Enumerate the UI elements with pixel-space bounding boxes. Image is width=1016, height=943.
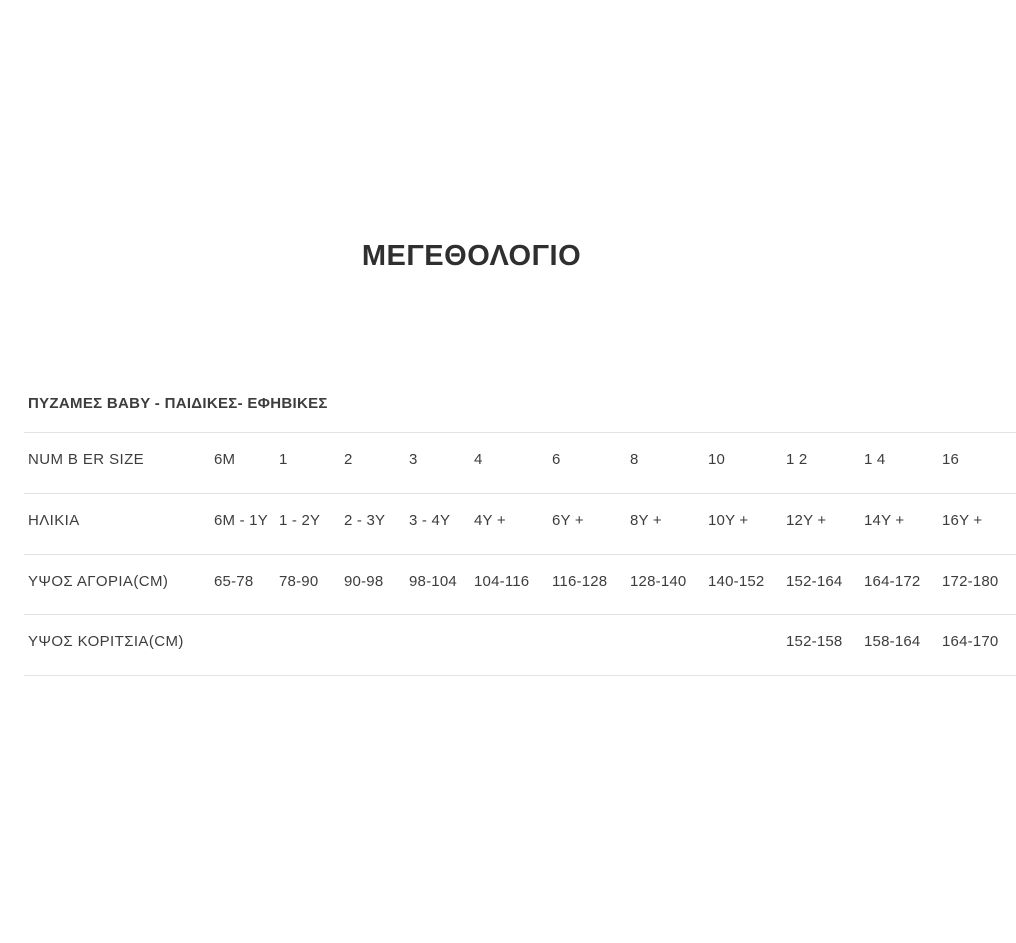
table-row	[24, 554, 1016, 615]
table-cell: 1 2	[782, 433, 860, 494]
table-cell: 90-98	[340, 554, 405, 615]
table-cell: 6M - 1Y	[210, 493, 275, 554]
row-label: ΥΨΟΣ ΚΟΡΙΤΣΙΑ(CM)	[24, 615, 210, 676]
table-cell: 164-172	[860, 554, 938, 615]
table-cell: 172-180	[938, 554, 1016, 615]
table-cell: 16Y +	[938, 493, 1016, 554]
table-row	[24, 433, 1016, 494]
size-table-section	[24, 395, 999, 676]
table-cell: 1 - 2Y	[275, 493, 340, 554]
table-cell: 98-104	[405, 554, 470, 615]
table-cell: 152-158	[782, 615, 860, 676]
table-cell: 4Y +	[470, 493, 548, 554]
row-label: NUM B ER SIZE	[24, 433, 210, 494]
table-cell: 6Y +	[548, 493, 626, 554]
table-cell: 158-164	[860, 615, 938, 676]
row-label: ΗΛΙΚΙΑ	[24, 493, 210, 554]
table-cell: 16	[938, 433, 1016, 494]
table-cell: 1 4	[860, 433, 938, 494]
table-cell: 128-140	[626, 554, 704, 615]
table-cell: 12Y +	[782, 493, 860, 554]
table-cell: 8	[626, 433, 704, 494]
table-cell: 3	[405, 433, 470, 494]
table-cell: 116-128	[548, 554, 626, 615]
table-cell: 152-164	[782, 554, 860, 615]
table-cell: 65-78	[210, 554, 275, 615]
table-cell: 14Y +	[860, 493, 938, 554]
table-row	[24, 615, 1016, 676]
table-cell: 8Y +	[626, 493, 704, 554]
table-cell: 1	[275, 433, 340, 494]
table-cell	[210, 615, 275, 676]
table-cell	[470, 615, 548, 676]
table-cell: 6M	[210, 433, 275, 494]
table-cell: 164-170	[938, 615, 1016, 676]
table-cell	[626, 615, 704, 676]
table-cell: 10Y +	[704, 493, 782, 554]
page-title: ΜΕΓΕΘΟΛΟΓΙΟ	[361, 240, 582, 272]
table-cell	[405, 615, 470, 676]
table-cell: 4	[470, 433, 548, 494]
table-caption: ΠΥΖΑΜΕΣ BABY - ΠΑΙΔΙΚΕΣ- ΕΦΗΒΙΚΕΣ	[28, 395, 328, 412]
table-cell: 3 - 4Y	[405, 493, 470, 554]
row-label: ΥΨΟΣ ΑΓΟΡΙΑ(CM)	[24, 554, 210, 615]
table-cell	[704, 615, 782, 676]
table-row	[24, 493, 1016, 554]
table-cell	[548, 615, 626, 676]
table-cell	[275, 615, 340, 676]
table-cell	[340, 615, 405, 676]
size-table	[24, 432, 1016, 676]
table-cell: 10	[704, 433, 782, 494]
table-cell: 78-90	[275, 554, 340, 615]
table-cell: 140-152	[704, 554, 782, 615]
table-cell: 2 - 3Y	[340, 493, 405, 554]
table-cell: 2	[340, 433, 405, 494]
table-cell: 6	[548, 433, 626, 494]
table-cell: 104-116	[470, 554, 548, 615]
